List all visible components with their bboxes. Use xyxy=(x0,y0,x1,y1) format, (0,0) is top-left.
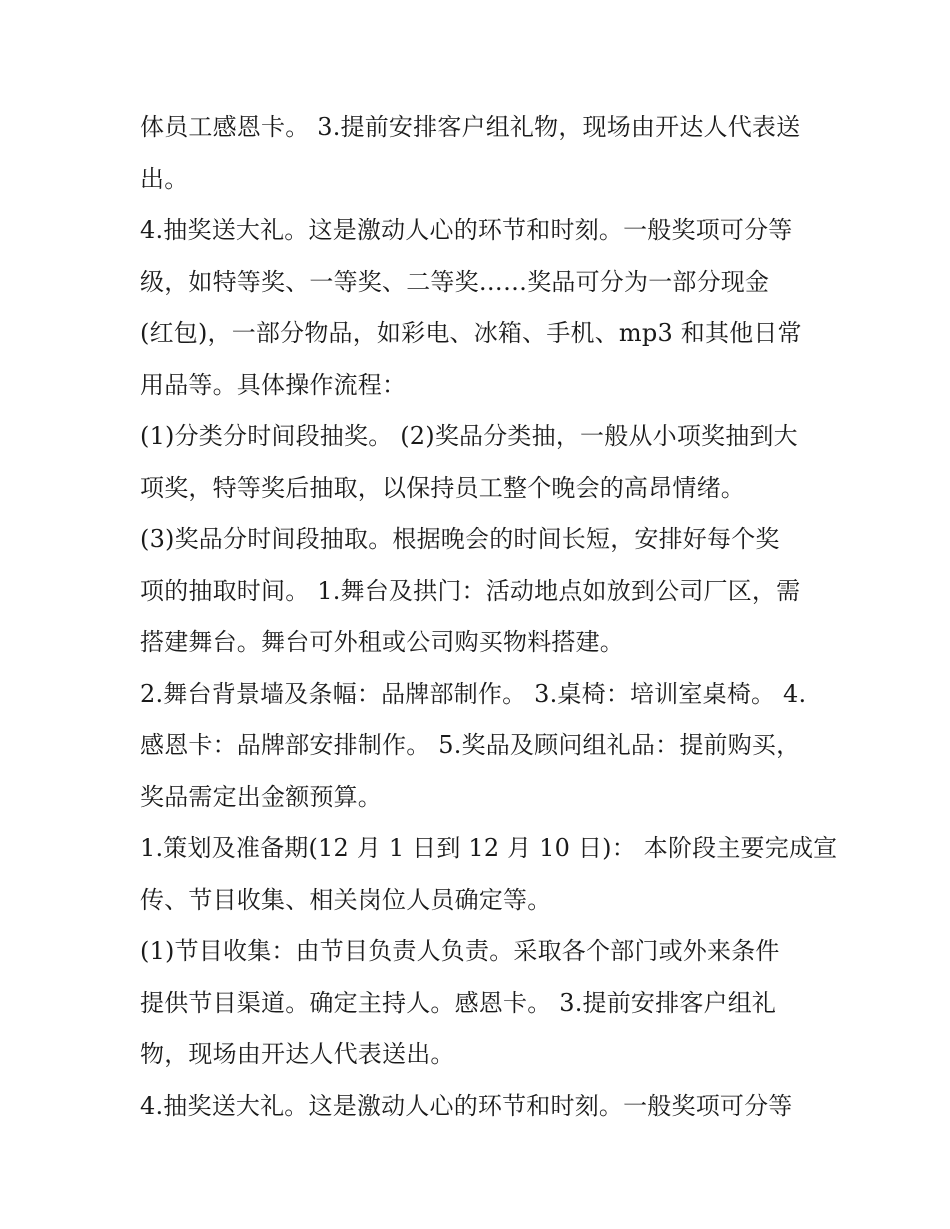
text-line: 级，如特等奖、一等奖、二等奖……奖品可分为一部分现金 xyxy=(140,267,770,296)
text-line: (1)节目收集：由节目负责人负责。采取各个部门或外来条件 xyxy=(140,937,780,965)
text-line: 项的抽取时间。 1.舞台及拱门：活动地点如放到公司厂区，需 xyxy=(140,576,801,605)
text-line: 用品等。具体操作流程： xyxy=(140,370,407,399)
text-line: 感恩卡：品牌部安排制作。 5.奖品及顾问组礼品：提前购买， xyxy=(140,731,801,759)
text-line: (3)奖品分时间段抽取。根据晚会的时间长短，安排好每个奖 xyxy=(140,525,780,553)
text-line: 体员工感恩卡。 3.提前安排客户组礼物，现场由开达人代表送 xyxy=(140,113,801,141)
text-line: 项奖，特等奖后抽取，以保持员工整个晚会的高昂情绪。 xyxy=(140,473,745,502)
text-line: 2.舞台背景墙及条幅：品牌部制作。 3.桌椅：培训室桌椅。 4. xyxy=(140,679,807,708)
document-body xyxy=(140,102,838,1132)
text-line: 4.抽奖送大礼。这是激动人心的环节和时刻。一般奖项可分等 xyxy=(140,1091,793,1120)
text-line: (红包)，一部分物品，如彩电、冰箱、手机、mp3 和其他日常 xyxy=(140,319,802,347)
text-line: (1)分类分时间段抽奖。 (2)奖品分类抽，一般从小项奖抽到大 xyxy=(140,422,798,450)
text-line: 奖品需定出金额预算。 xyxy=(140,782,382,811)
text-line: 搭建舞台。舞台可外租或公司购买物料搭建。 xyxy=(140,628,624,656)
text-line: 1.策划及准备期(12 月 1 日到 12 月 10 日)： 本阶段主要完成宣 xyxy=(140,834,838,862)
text-line: 传、节目收集、相关岗位人员确定等。 xyxy=(140,885,552,914)
text-line: 出。 xyxy=(140,164,189,193)
text-line: 4.抽奖送大礼。这是激动人心的环节和时刻。一般奖项可分等 xyxy=(140,216,793,244)
text-line: 提供节目渠道。确定主持人。感恩卡。 3.提前安排客户组礼 xyxy=(140,988,777,1017)
text-line: 物，现场由开达人代表送出。 xyxy=(140,1040,455,1068)
